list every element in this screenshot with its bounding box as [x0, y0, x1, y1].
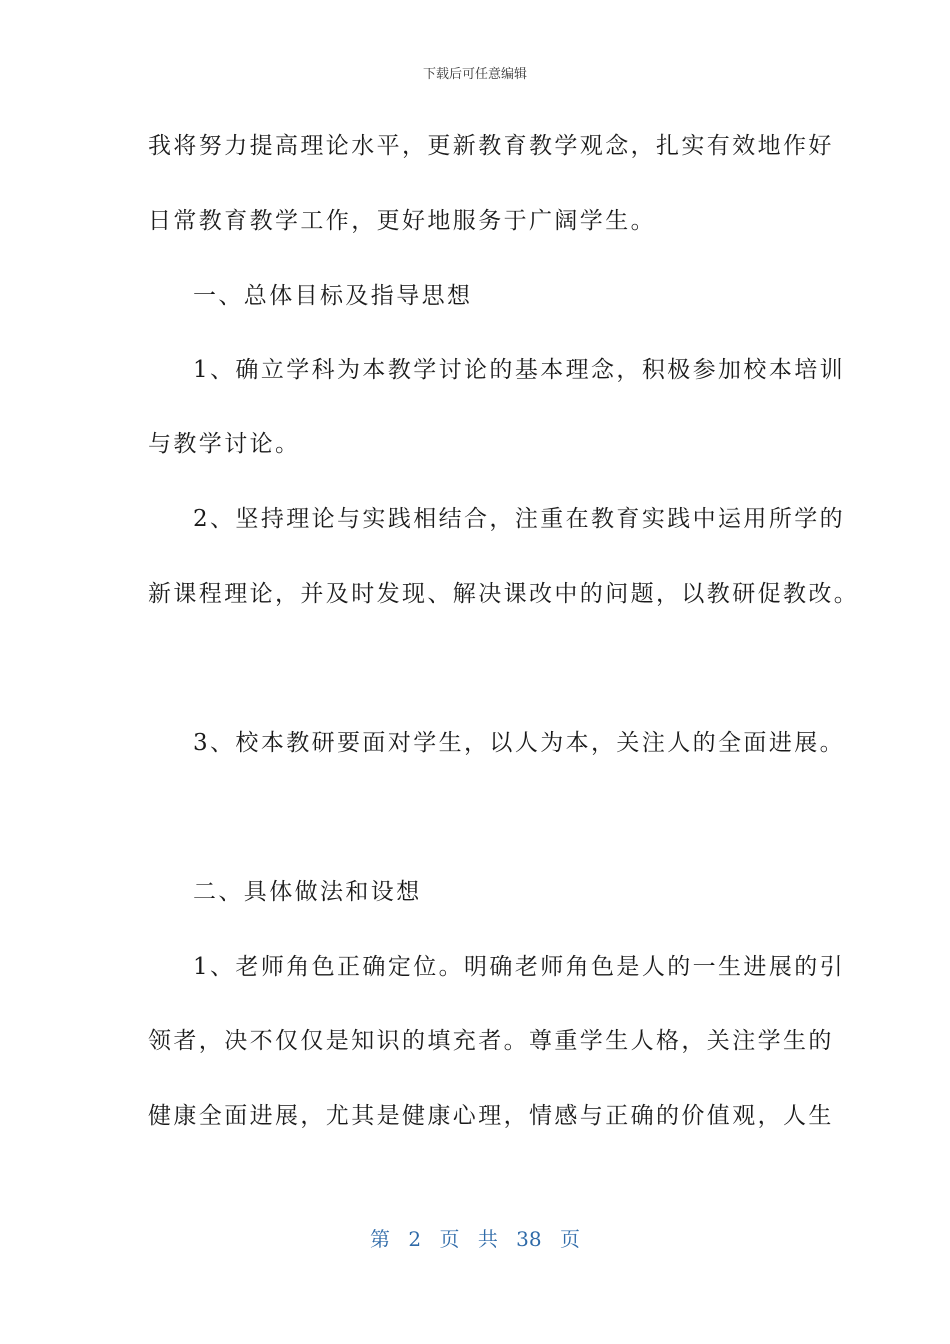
footer-total-word: 共	[477, 1227, 498, 1251]
text-line: 领者，决不仅仅是知识的填充者。尊重学生人格，关注学生的	[148, 1028, 834, 1054]
current-page-number: 2	[408, 1227, 422, 1251]
text-line: 健康全面进展，尤其是健康心理，情感与正确的价值观，人生	[148, 1103, 834, 1129]
section-heading: 一、总体目标及指导思想	[193, 283, 473, 309]
text-line: 3、校本教研要面对学生，以人为本，关注人的全面进展。	[193, 730, 846, 756]
page-header-note: 下载后可任意编辑	[422, 67, 527, 82]
text-line: 1、确立学科为本教学讨论的基本理念，积极参加校本培训	[193, 357, 846, 383]
text-line: 1、老师角色正确定位。明确老师角色是人的一生进展的引	[193, 954, 846, 980]
text-line: 新课程理论，并及时发现、解决课改中的问题，以教研促教改。	[148, 581, 860, 607]
section-heading: 二、具体做法和设想	[193, 879, 422, 905]
footer-page-word: 页	[439, 1227, 460, 1251]
page-footer	[0, 1226, 950, 1252]
footer-prefix: 第	[370, 1227, 390, 1251]
text-line: 与教学讨论。	[148, 431, 301, 457]
text-line: 我将努力提高理论水平，更新教育教学观念，扎实有效地作好	[148, 133, 834, 159]
text-line: 日常教育教学工作，更好地服务于广阔学生。	[148, 208, 656, 234]
text-line: 2、坚持理论与实践相结合，注重在教育实践中运用所学的	[193, 506, 846, 532]
total-pages-number: 38	[516, 1227, 542, 1251]
footer-suffix: 页	[559, 1227, 580, 1251]
